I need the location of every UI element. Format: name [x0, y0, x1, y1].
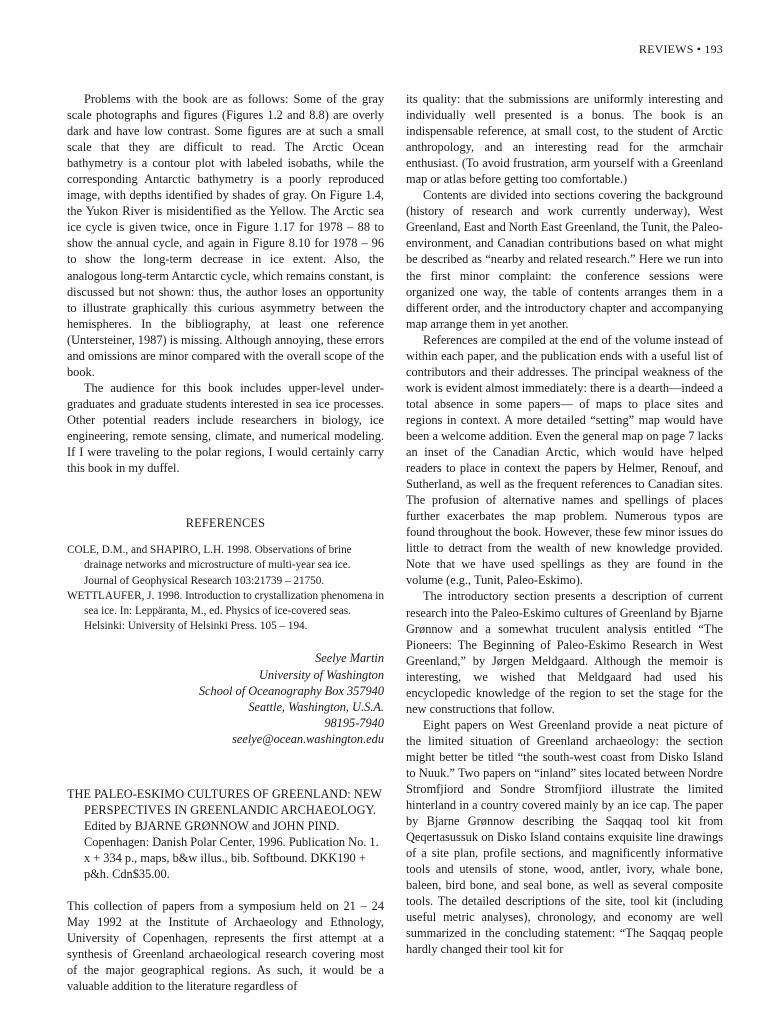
- reviewer-email: seelye@ocean.washington.edu: [232, 732, 384, 747]
- body-paragraph: its quality: that the submissions are uniformly interesting and individually well presented is a bonus. The book is an indispensable reference, at small cost, to the student of Arctic anthropology, and an interesting read for the armchair enthusiast. (To avoid frustration, arm yourself with a Greenland map or atlas before getting too comfortable.): [406, 92, 723, 187]
- book-details: . Copenhagen: Danish Polar Center, 1996. Publication No. 1. x + 334 p., maps, b&w illus., bib. Softbound. DKK190 + p&h. Cdn$35.00.: [84, 818, 379, 881]
- reviewer-name: Seelye Martin: [315, 651, 384, 666]
- body-paragraph: The introductory section presents a description of current research into the Paleo-Eskimo cultures of Greenland by Bjarne Grønnow and a somewhat truculent analysis entitled “The Pioneers: The Beginning of Paleo-Eskimo Research in West Greenland,” by Jørgen Meldgaard. Although the memoir is interesting, we wished that Meldgaard had used his encyclopedic knowledge of the region to set the stage for the new constructions that follow.: [406, 589, 723, 716]
- editor-name: BJARNE GRØNNOW: [134, 818, 249, 833]
- book-title: THE PALEO-ESKIMO CULTURES OF GREENLAND: NEW PERSPECTIVES IN GREENLANDIC ARCHAEOLOGY.: [67, 786, 382, 817]
- body-paragraph: Problems with the book are as follows: Some of the gray scale photographs and figures (Figures 1.2 and 8.8) are overly dark and have low contrast. Some figures are at such a small scale that they are difficult to read. The Arctic Ocean bathymetry is a contour plot with labeled isobaths, while the corresponding Antarctic bathymetry is a poorly reproduced image, with depths identified by shades of gray. On Figure 1.4, the Yukon River is misidentified as the Yellow. The Arctic sea ice cycle is given twice, once in Figure 1.17 for 1978 – 88 to show the annual cycle, and again in Figure 8.10 for 1978 – 96 to show the long-term decrease in ice extent. Also, the analogous long-term Antarctic cycle, which remains constant, is discussed but not shown: thus, the author loses an opportunity to illustrate graphically this curious asymmetry between the hemispheres. In the bibliography, at least one reference (Untersteiner, 1987) is missing. Although annoying, these errors and omissions are minor compared with the overall scope of the book.: [67, 92, 384, 379]
- reviewer-department: School of Oceanography Box 357940: [198, 683, 384, 698]
- body-paragraph: References are compiled at the end of the volume instead of within each paper, and the publication ends with a useful list of contributors and their addresses. The principal weakness of the work is evident almost immediately: there is a dearth—indeed a total absence in some papers— of maps to place sites and regions in context. A more detailed “setting” map would have been a welcome addition. Even the general map on page 7 lacks an inset of the Canadian Arctic, which would have helped readers to place in context the papers by Helmer, Renouf, and Sutherland, as well as the frequent references to Canadian sites. The profusion of alternative names and spellings of places further exacerbates the map problem. Numerous typos are found throughout the book. However, these few minor issues do little to detract from the wealth of new knowledge provided. Note that we have used spellings as they are found in the volume (e.g., Tunit, Paleo-Eskimo).: [406, 332, 723, 588]
- body-paragraph: The audience for this book includes upper-level undergraduates and graduate students interested in sea ice processes. Other potential readers include researchers in biology, ice engineering, remote sensing, climate, and numerical modeling. If I were traveling to the polar regions, I would certainly carry this book in my duffel.: [67, 380, 384, 476]
- left-column: [67, 91, 384, 994]
- reviewer-institution: University of Washington: [258, 667, 384, 682]
- body-paragraph: Eight papers on West Greenland provide a neat picture of the limited situation of Greenland archaeology: the section might better be titled “the south-west coast from Disko Island to Nuuk.” Two papers on “inland” sites located between Nordre Stromfjiord and Sondre Stromfjiord illustrate the limited hinterland in a country covered mainly by an ice cap. The paper by Bjarne Grønnow describing the Saqqaq tool kit from Qeqertasussuk on Disko Island contains exquisite line drawings of a site plan, profile sections, and magnificently informative tools and utensils of stone, wood, antler, ivory, whale bone, baleen, bird bone, and seal bone, as well as several composite tools. The detailed descriptions of the site, tool kit (including useful metric analyses), chronology, and economy are well summarized in the concluding statement: “The Saqqaq people hardly changed their tool kit for: [406, 717, 723, 957]
- and-label: and: [252, 818, 270, 833]
- body-paragraph: This collection of papers from a symposium held on 21 – 24 May 1992 at the Institute of Archaeology and Ethnology, University of Copenhagen, represents the first attempt at a synthesis of Greenland archaeological research covering most of the major geographical regions. As such, it would be a valuable addition to the literature regardless of: [67, 898, 384, 994]
- running-head: REVIEWS • 193: [638, 42, 723, 56]
- references-heading: REFERENCES: [185, 516, 266, 531]
- reference-entry: WETTLAUFER, J. 1998. Introduction to crystallization phenomena in sea ice. In: Leppäranta, M., ed. Physics of ice-covered seas. Helsinki: University of Helsinki Press. 105 – 194.: [67, 589, 384, 633]
- editor-name: JOHN PIND: [272, 818, 337, 833]
- reviewer-signature: [67, 650, 384, 747]
- reviewer-city: Seattle, Washington, U.S.A.: [248, 700, 384, 714]
- right-column: [406, 91, 723, 958]
- edited-by-label: Edited by: [84, 818, 132, 833]
- book-citation: [67, 786, 384, 882]
- body-paragraph: Contents are divided into sections covering the background (history of research and work currently underway), West Greenland, East and North East Greenland, the Tunit, the Paleo-environment, and Canadian contributions based on what might be described as “nearby and related research.” Here we run into the first minor complaint: the conference sessions were organized one way, the table of contents arranges them in a different order, and the introductory chapter and accompanying map arrange them in yet another.: [406, 188, 723, 331]
- reference-entry: COLE, D.M., and SHAPIRO, L.H. 1998. Observations of brine drainage networks and microstructure of multi-year sea ice. Journal of Geophysical Research 103:21739 – 21750.: [67, 544, 352, 587]
- reviewer-zip: 98195-7940: [324, 716, 384, 731]
